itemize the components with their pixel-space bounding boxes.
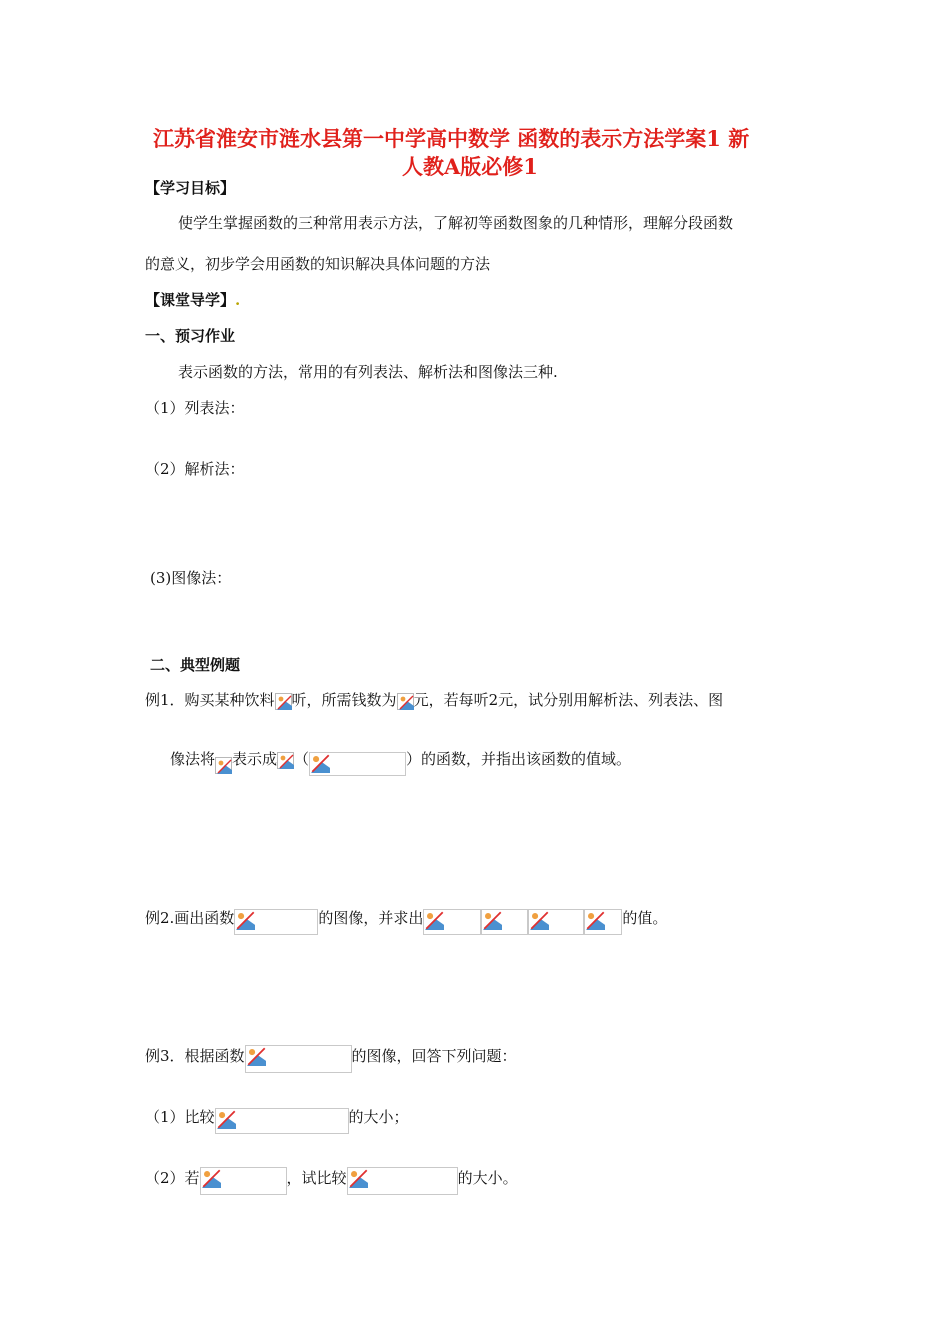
ex1-text-4: 像法将: [170, 750, 216, 768]
broken-image-icon: [275, 693, 292, 710]
goal-header: 【学习目标】: [145, 179, 236, 197]
ex3-q2-text-a: （2）若: [145, 1169, 200, 1187]
formula-image-box: [347, 1167, 458, 1195]
preview-text: 表示函数的方法，常用的有列表法、解析法和图像法三种.: [178, 363, 558, 381]
example1-line2: [170, 748, 631, 776]
goal-text-line1: 使学生掌握函数的三种常用表示方法，了解初等函数图象的几种情形，理解分段函数: [178, 214, 734, 232]
ex1-text-6: （: [294, 750, 310, 768]
guide-header-text: 【课堂导学】: [145, 291, 236, 309]
formula-image-box: [481, 909, 528, 935]
item-graph-method: (3)图像法：: [150, 569, 232, 587]
ex3-q2-text-b: ，试比较: [286, 1169, 347, 1187]
example1-line1: [145, 689, 723, 711]
doc-title-line1: 江苏省淮安市涟水县第一中学高中数学 函数的表示方法学案1 新: [153, 126, 750, 151]
example3-line: [145, 1045, 517, 1073]
ex1-text-5: 表示成: [232, 750, 278, 768]
ex1-text-3: 元，若每听2元，试分别用解析法、列表法、图: [413, 691, 724, 709]
guide-dot: .: [235, 291, 241, 309]
broken-image-icon: [277, 752, 294, 769]
ex3-text-2: 的图像，回答下列问题：: [351, 1047, 517, 1065]
formula-image-box: [200, 1167, 287, 1195]
example3-question1: [145, 1106, 409, 1134]
ex1-text-2: 听，所需钱数为: [291, 691, 397, 709]
ex3-q1-text-b: 的大小；: [348, 1108, 409, 1126]
ex3-q2-text-c: 的大小。: [457, 1169, 518, 1187]
ex1-text-7: ）的函数，并指出该函数的值域。: [406, 750, 632, 768]
ex2-text-3: 的值。: [622, 909, 668, 927]
formula-image-box: [234, 909, 318, 935]
ex2-text-2: 的图像，并求出: [318, 909, 424, 927]
ex1-text-1: 例1．购买某种饮料: [145, 691, 275, 709]
formula-image-box: [584, 909, 622, 935]
broken-image-icon: [397, 693, 414, 710]
example2-line: [145, 907, 667, 935]
formula-image-box: [245, 1045, 352, 1073]
examples-header: 二、典型例题: [150, 656, 241, 674]
formula-image-box: [215, 1108, 349, 1134]
preview-header: 一、预习作业: [145, 327, 236, 345]
formula-image-box: [528, 909, 584, 935]
ex2-text-1: 例2.画出函数: [145, 909, 235, 927]
item-table-method: （1）列表法：: [145, 399, 245, 417]
formula-image-box: [423, 909, 481, 935]
ex3-q1-text-a: （1）比较: [145, 1108, 215, 1126]
ex3-text-1: 例3．根据函数: [145, 1047, 245, 1065]
doc-title-line2: 人教A版必修1: [402, 154, 538, 179]
example3-question2: [145, 1167, 518, 1195]
guide-header: [145, 289, 240, 311]
goal-text-line2: 的意义，初步学会用函数的知识解决具体问题的方法: [145, 255, 491, 273]
formula-image-box: [309, 752, 406, 776]
item-analytic-method: （2）解析法：: [145, 460, 245, 478]
broken-image-icon: [215, 757, 232, 774]
